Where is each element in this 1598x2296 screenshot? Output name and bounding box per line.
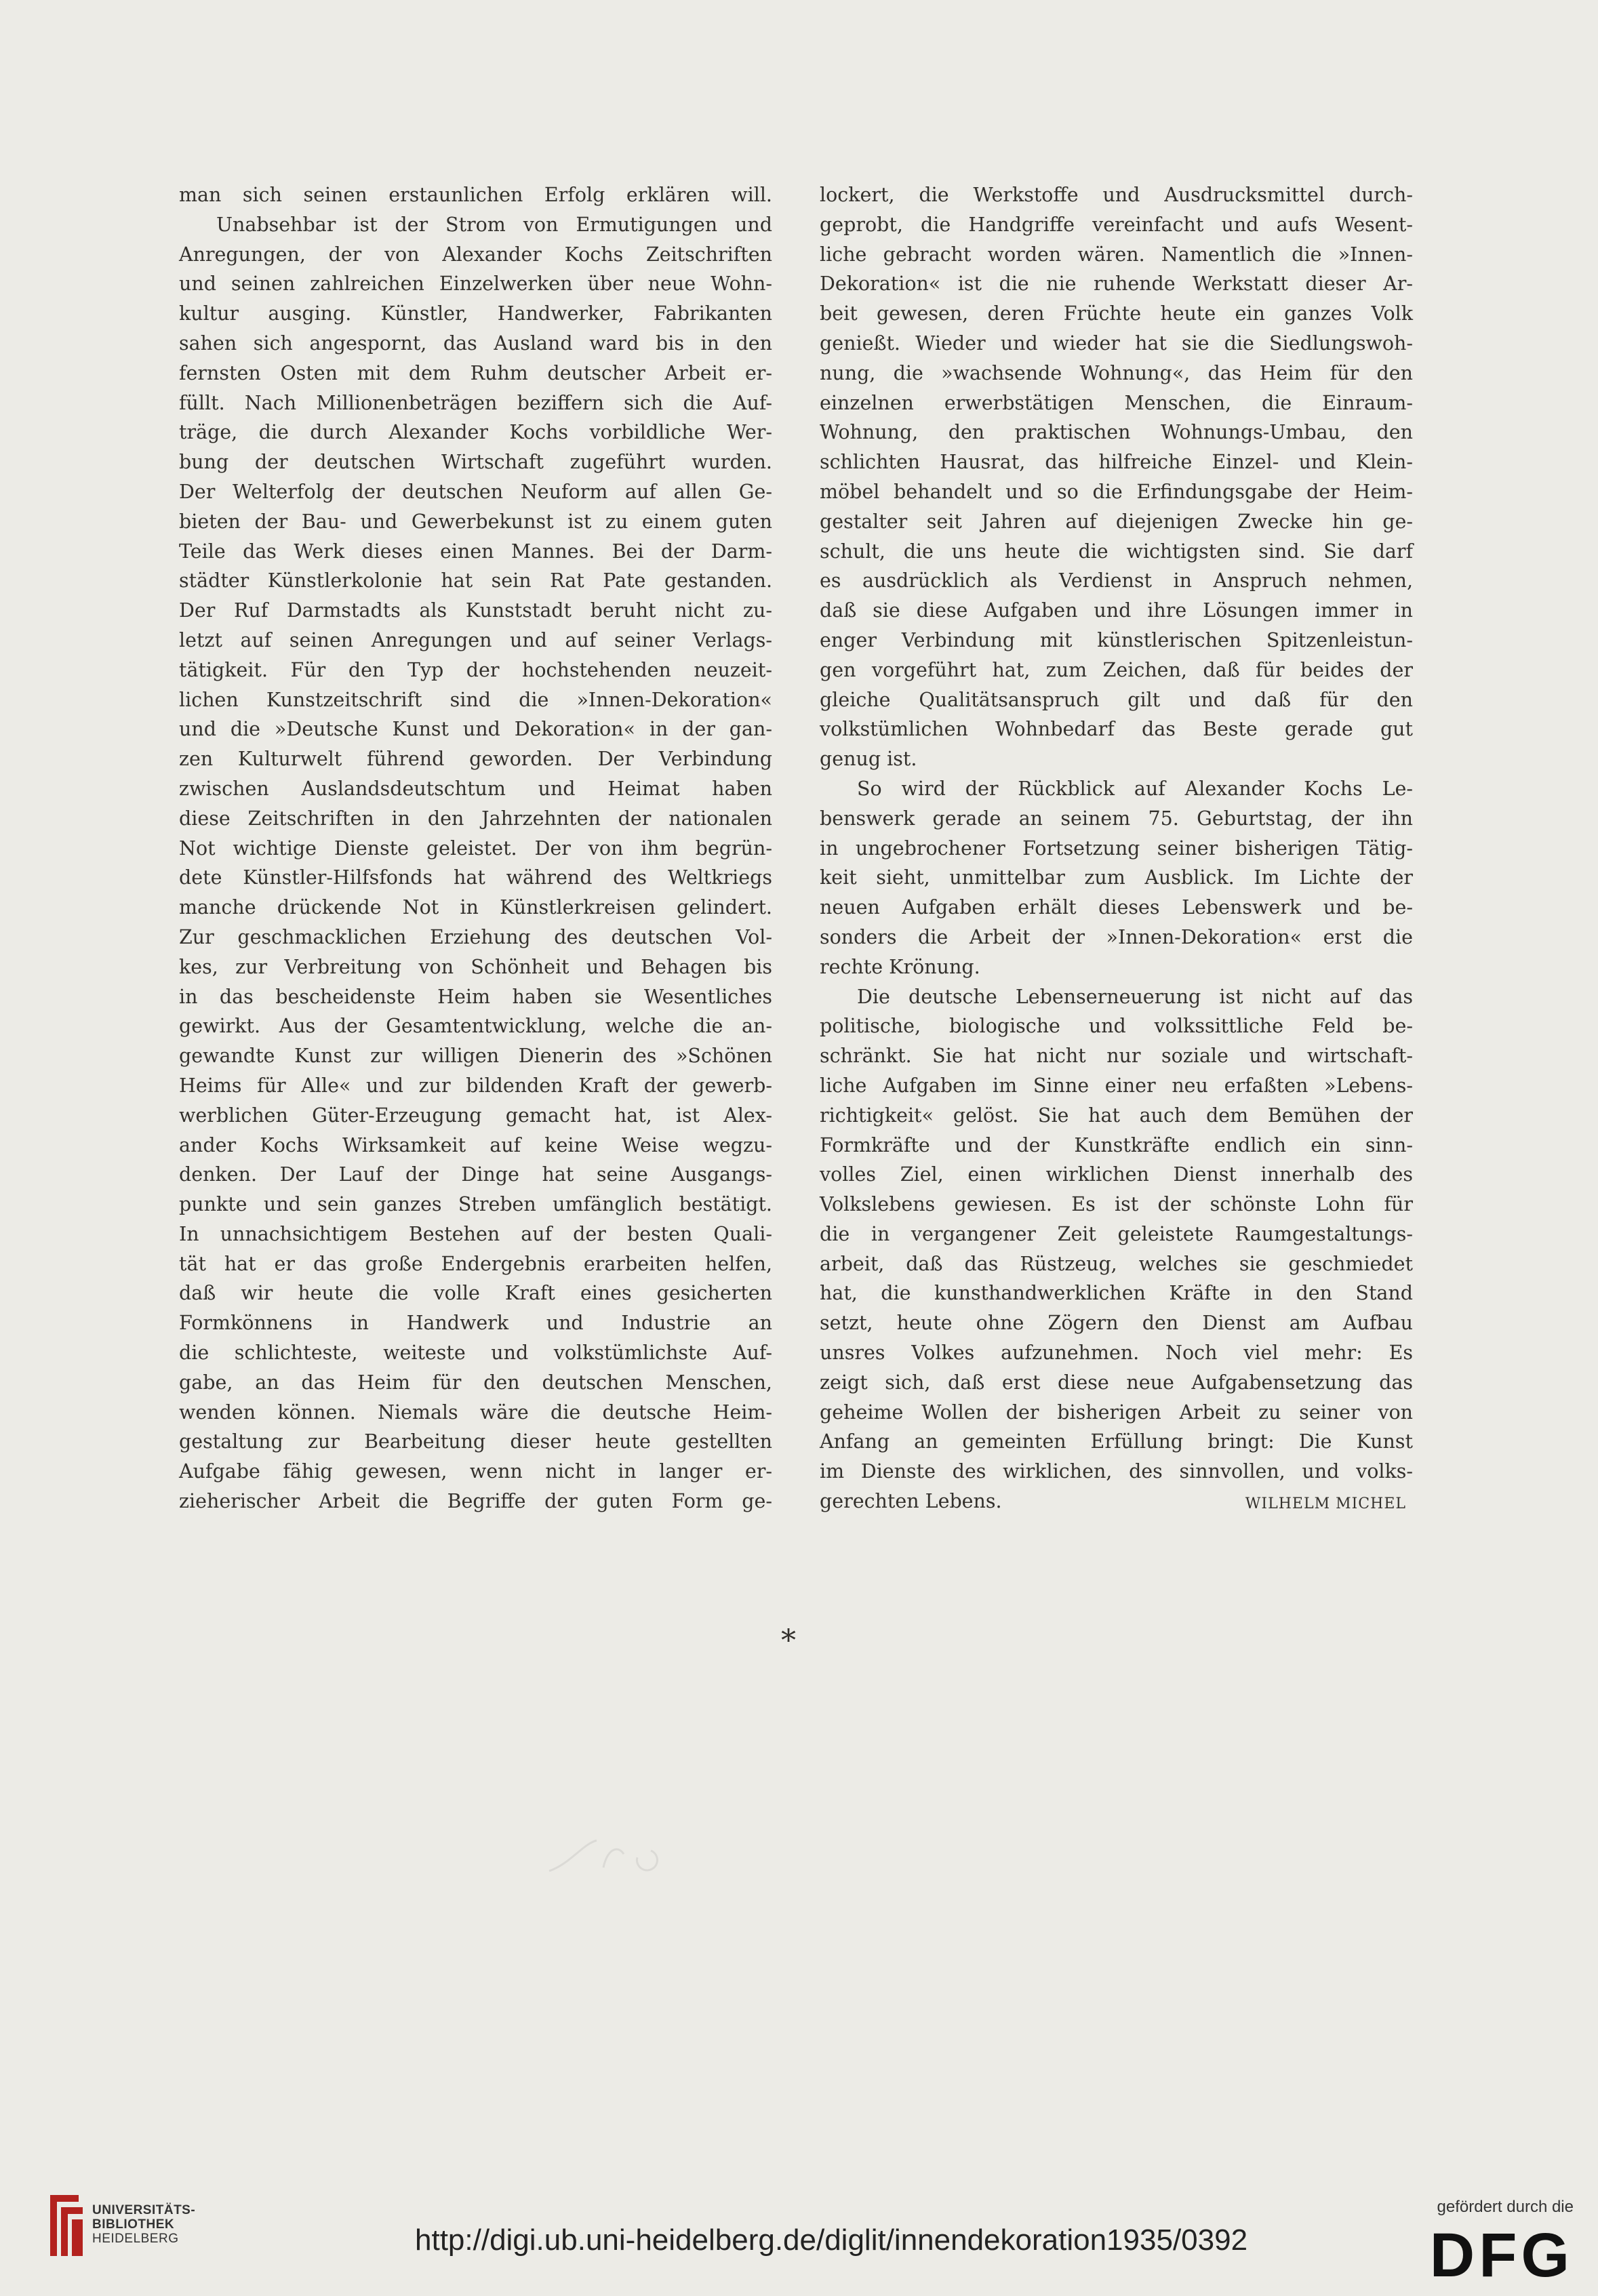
text-line: Anregungen, der von Alexander Kochs Zeitschriften (179, 243, 772, 266)
text-line: Zur geschmacklichen Erziehung des deutschen Vol- (179, 925, 772, 948)
text-line: sahen sich angespornt, das Ausland ward bis in den (179, 331, 772, 355)
text-line: volkstümlichen Wohnbedarf das Beste gerade gut (820, 718, 1413, 741)
text-line: Unabsehbar ist der Strom von Ermutigungen und (216, 213, 772, 236)
text-line: im Dienste des wirklichen, des sinnvollen, und volks- (820, 1460, 1413, 1483)
text-line: man sich seinen erstaunlichen Erfolg erklären will. (179, 184, 772, 206)
text-line: dete Künstler-Hilfsfonds hat während des Weltkriegs (179, 866, 772, 889)
text-line: in ungebrochener Fortsetzung seiner bisherigen Tätig- (820, 837, 1413, 860)
text-line: städter Künstlerkolonie hat sein Rat Pate gestanden. (179, 569, 772, 592)
text-line: keit sieht, unmittelbar zum Ausblick. Im Lichte der (820, 866, 1413, 889)
text-line: benswerk gerade an seinem 75. Geburtstag, der ihn (820, 807, 1413, 830)
text-line: Heims für Alle« und zur bildenden Kraft der gewerb- (179, 1074, 772, 1097)
text-line: unsres Volkes aufzunehmen. Noch viel mehr: Es (820, 1342, 1413, 1365)
text-line: So wird der Rückblick auf Alexander Kochs Le- (857, 777, 1413, 800)
text-line: es ausdrücklich als Verdienst in Anspruch nehmen, (820, 569, 1413, 592)
library-name (92, 2203, 195, 2246)
text-line: arbeit, daß das Rüstzeug, welches sie geschmiedet (820, 1252, 1413, 1275)
text-line: lichen Kunstzeitschrift sind die »Innen-Dekoration« (179, 688, 772, 711)
text-line: gleiche Qualitätsanspruch gilt und daß für den (820, 688, 1413, 711)
library-name-line1: UNIVERSITÄTS- (92, 2203, 196, 2217)
text-line: zwischen Auslandsdeutschtum und Heimat haben (179, 777, 772, 800)
text-line: fernsten Osten mit dem Ruhm deutscher Arbeit er- (179, 361, 772, 384)
funding-note: gefördert durch die (1437, 2198, 1574, 2216)
text-line: Volkslebens gewiesen. Es ist der schönste Lohn für (820, 1193, 1413, 1216)
text-line: schlichten Hausrat, das hilfreiche Einzel- und Klein- (820, 451, 1413, 474)
text-line: geheime Wollen der bisherigen Arbeit zu seiner von (820, 1401, 1413, 1424)
text-line: liche Aufgaben im Sinne einer neu erfaßten »Lebens- (820, 1074, 1413, 1097)
asterisk-ornament: * (781, 1624, 796, 1658)
text-line: möbel behandelt und so die Erfindungsgabe der Heim- (820, 480, 1413, 503)
text-line: zeigt sich, daß erst diese neue Aufgabensetzung das (820, 1371, 1413, 1394)
text-line: träge, die durch Alexander Kochs vorbildliche Wer- (179, 421, 772, 444)
author-signature: WILHELM MICHEL (1245, 1495, 1406, 1513)
text-line: gewandte Kunst zur willigen Dienerin des »Schönen (179, 1045, 772, 1068)
text-line: punkte und sein ganzes Streben umfänglich bestätigt. (179, 1193, 772, 1216)
text-line: hat, die kunsthandwerklichen Kräfte in den Stand (820, 1282, 1413, 1305)
final-line-text: gerechten Lebens. (820, 1490, 1002, 1513)
text-line: enger Verbindung mit künstlerischen Spitzenleistun- (820, 628, 1413, 651)
article-body (179, 180, 1413, 1516)
text-line: daß sie diese Aufgaben und ihre Lösungen immer in (820, 599, 1413, 622)
text-line: Wohnung, den praktischen Wohnungs-Umbau, den (820, 421, 1413, 444)
library-logo-icon (45, 2188, 85, 2263)
text-line: In unnachsichtigem Bestehen auf der besten Quali- (179, 1222, 772, 1245)
text-line: ander Kochs Wirksamkeit auf keine Weise wegzu- (179, 1133, 772, 1156)
text-line: Formkräfte und der Kunstkräfte endlich ein sinn- (820, 1133, 1413, 1156)
permalink-url[interactable]: http://digi.ub.uni-heidelberg.de/diglit/innendekoration1935/0392 (415, 2223, 1248, 2257)
text-line: gestalter seit Jahren auf diejenigen Zwecke hin ge- (820, 510, 1413, 533)
digitization-footer (0, 2156, 1598, 2296)
right-column (820, 180, 1413, 1516)
text-line: beit gewesen, deren Früchte heute ein ganzes Volk (820, 302, 1413, 325)
text-line: werblichen Güter-Erzeugung gemacht hat, ist Alex- (179, 1104, 772, 1127)
text-line: tät hat er das große Endergebnis erarbeiten helfen, (179, 1252, 772, 1275)
text-line: bieten der Bau- und Gewerbekunst ist zu einem guten (179, 510, 772, 533)
text-line: tätigkeit. Für den Typ der hochstehenden neuzeit- (179, 658, 772, 681)
dfg-logo: DFG (1429, 2221, 1574, 2290)
text-line: politische, biologische und volkssittliche Feld be- (820, 1015, 1413, 1038)
text-line: setzt, heute ohne Zögern den Dienst am Aufbau (820, 1312, 1413, 1335)
text-line: Die deutsche Lebenserneuerung ist nicht auf das (857, 985, 1413, 1008)
text-line: sonders die Arbeit der »Innen-Dekoration« erst die (820, 925, 1413, 948)
text-line: geprobt, die Handgriffe vereinfacht und aufs Wesent- (820, 213, 1413, 236)
text-line: zieherischer Arbeit die Begriffe der guten Form ge- (179, 1490, 772, 1513)
text-line: bung der deutschen Wirtschaft zugeführt wurden. (179, 451, 772, 474)
text-line: Der Welterfolg der deutschen Neuform auf allen Ge- (179, 480, 772, 503)
text-line: die in vergangener Zeit geleistete Raumgestaltungs- (820, 1222, 1413, 1245)
text-line: zen Kulturwelt führend geworden. Der Verbindung (179, 748, 772, 771)
faint-show-through-mark (542, 1830, 664, 1878)
text-line: gewirkt. Aus der Gesamtentwicklung, welche die an- (179, 1015, 772, 1038)
text-columns (179, 180, 1413, 1516)
text-line: diese Zeitschriften in den Jahrzehnten der nationalen (179, 807, 772, 830)
text-line: volles Ziel, einen wirklichen Dienst innerhalb des (820, 1163, 1413, 1186)
text-line: genießt. Wieder und wieder hat sie die Siedlungswoh- (820, 331, 1413, 355)
text-line: manche drückende Not in Künstlerkreisen gelindert. (179, 896, 772, 919)
text-line: in das bescheidenste Heim haben sie Wesentliches (179, 985, 772, 1008)
text-line: genug ist. (820, 748, 917, 771)
library-name-line3: HEIDELBERG (92, 2232, 179, 2246)
text-line: und die »Deutsche Kunst und Dekoration« in der gan- (179, 718, 772, 741)
text-line: letzt auf seinen Anregungen und auf seiner Verlags- (179, 628, 772, 651)
library-name-line2: BIBLIOTHEK (92, 2217, 175, 2232)
text-line: Der Ruf Darmstadts als Kunststadt beruht nicht zu- (179, 599, 772, 622)
text-line: neuen Aufgaben erhält dieses Lebenswerk und be- (820, 896, 1413, 919)
text-line: denken. Der Lauf der Dinge hat seine Ausgangs- (179, 1163, 772, 1186)
text-line: richtigkeit« gelöst. Sie hat auch dem Bemühen der (820, 1104, 1413, 1127)
text-line: einzelnen erwerbstätigen Menschen, die Einraum- (820, 391, 1413, 414)
text-line: lockert, die Werkstoffe und Ausdrucksmittel durch- (820, 184, 1413, 206)
text-line: gestaltung zur Bearbeitung dieser heute gestellten (179, 1430, 772, 1453)
text-line: die schlichteste, weiteste und volkstümlichste Auf- (179, 1342, 772, 1365)
right-column-lines (820, 180, 1413, 1487)
text-line: liche gebracht worden wären. Namentlich die »Innen- (820, 243, 1413, 266)
text-line: Teile das Werk dieses einen Mannes. Bei der Darm- (179, 540, 772, 563)
text-line: und seinen zahlreichen Einzelwerken über neue Wohn- (179, 273, 772, 296)
closing-line (820, 1487, 1413, 1516)
text-line: Formkönnens in Handwerk und Industrie an (179, 1312, 772, 1335)
text-line: füllt. Nach Millionenbeträgen beziffern sich die Auf- (179, 391, 772, 414)
text-line: schränkt. Sie hat nicht nur soziale und wirtschaft- (820, 1045, 1413, 1068)
text-line: Anfang an gemeinten Erfüllung bringt: Die Kunst (820, 1430, 1413, 1453)
text-line: daß wir heute die volle Kraft eines gesicherten (179, 1282, 772, 1305)
text-line: Not wichtige Dienste geleistet. Der von ihm begrün- (179, 837, 772, 860)
text-line: kes, zur Verbreitung von Schönheit und Behagen bis (179, 955, 772, 978)
text-line: gabe, an das Heim für den deutschen Menschen, (179, 1371, 772, 1394)
left-column (179, 180, 772, 1516)
text-line: rechte Krönung. (820, 955, 980, 978)
text-line: Dekoration« ist die nie ruhende Werkstatt dieser Ar- (820, 273, 1413, 296)
text-line: schult, die uns heute die wichtigsten sind. Sie darf (820, 540, 1413, 563)
text-line: gen vorgeführt hat, zum Zeichen, daß für beides der (820, 658, 1413, 681)
text-line: kultur ausging. Künstler, Handwerker, Fabrikanten (179, 302, 772, 325)
text-line: Aufgabe fähig gewesen, wenn nicht in langer er- (179, 1460, 772, 1483)
text-line: wenden können. Niemals wäre die deutsche Heim- (179, 1401, 772, 1424)
text-line: nung, die »wachsende Wohnung«, das Heim für den (820, 361, 1413, 384)
